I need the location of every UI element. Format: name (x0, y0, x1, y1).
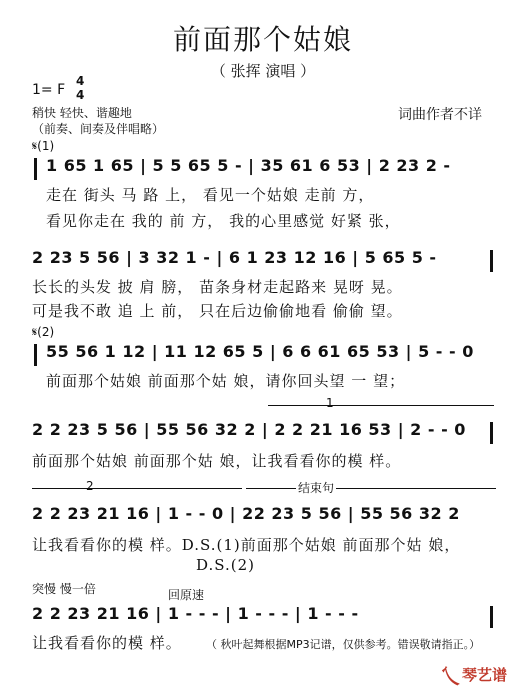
notes-row-5: 2 2 23 21 16 | 1 - - 0 | 22 23 5 56 | 55 56 32 2 (32, 504, 460, 523)
repeat-end-bar-2 (490, 422, 493, 444)
lyric-row-5: 让我看看你的模 样。D.S.(1)前面那个姑娘 前面那个姑 娘， (32, 536, 461, 554)
page-title: 前面那个姑娘 (172, 23, 353, 56)
volta-1-line (268, 405, 494, 406)
final-bar (490, 606, 493, 628)
lyric-row-3: 前面那个姑娘 前面那个姑 娘，请你回头望 一 望； (46, 372, 406, 390)
singer-credit: （ 张挥 演唱 ） (210, 62, 316, 80)
lyric-row-1-verse-2: 看见你走在 我的 前 方， 我的心里感觉 好紧 张， (46, 212, 401, 230)
tempo-change: 突慢 慢一倍 (32, 582, 96, 596)
volta-1-label: 1 (326, 396, 334, 410)
site-logo: 琴艺谱 (462, 666, 508, 684)
transcription-note: （ 秋叶起舞根据MP3记谱，仅供参考。错误敬请指正。） (206, 638, 481, 651)
coda-label: 结束句 (298, 481, 335, 495)
key-signature: 1= F (32, 82, 66, 98)
notes-row-4: 2 2 23 5 56 | 55 56 32 2 | 2 2 21 16 53 | 2 - - 0 (32, 420, 466, 439)
intro-note: （前奏、间奏及伴唱略） (32, 122, 165, 136)
segno-1: 𝄋(1) (32, 139, 55, 153)
lyric-row-4: 前面那个姑娘 前面那个姑 娘，让我看看你的模 样。 (32, 452, 402, 470)
volta-2-label: 2 (86, 479, 94, 493)
lyric-row-1-verse-1: 走在 街头 马 路 上， 看见一个姑娘 走前 方， (46, 186, 375, 204)
lyric-row-6: 让我看看你的模 样。 (32, 634, 182, 652)
time-signature-top: 4 (76, 74, 85, 88)
time-signature-bottom: 4 (76, 88, 85, 102)
a-tempo: 回原速 (168, 588, 205, 602)
dal-segno-2: D.S.(2) (196, 556, 256, 574)
notes-row-1: 1 65 1 65 | 5 5 65 5 - | 35 61 6 53 | 2 23 2 - (46, 156, 451, 175)
segno-2: 𝄋(2) (32, 325, 55, 339)
logo-mark-icon: 乀 (440, 664, 460, 688)
notes-row-6: 2 2 23 21 16 | 1 - - - | 1 - - - | 1 - - - (32, 604, 359, 623)
tempo-marking: 稍快 轻快、谐趣地 (32, 106, 132, 120)
lyric-row-2-verse-2: 可是我不敢 追 上 前， 只在后边偷偷地看 偷偷 望。 (32, 302, 403, 320)
repeat-start-bar-2 (34, 344, 37, 366)
lyric-row-2-verse-1: 长长的头发 披 肩 膀， 苗条身材走起路来 晃呀 晃。 (32, 278, 403, 296)
notes-row-3: 55 56 1 12 | 11 12 65 5 | 6 6 61 65 53 | 5 - - 0 (46, 342, 474, 361)
composer-credit: 词曲作者不详 (398, 107, 482, 123)
repeat-start-bar (34, 158, 37, 180)
coda-line (246, 488, 496, 489)
volta-2-line (32, 488, 242, 489)
notes-row-2: 2 23 5 56 | 3 32 1 - | 6 1 23 12 16 | 5 65 5 - (32, 248, 437, 267)
repeat-end-bar (490, 250, 493, 272)
